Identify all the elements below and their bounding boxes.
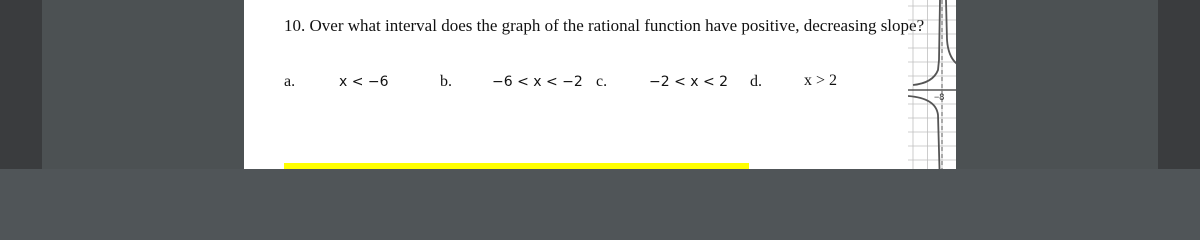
question-text <box>284 16 924 36</box>
viewer-margin-left <box>42 0 244 169</box>
rational-function-graph <box>908 0 956 169</box>
window-edge-left <box>0 0 42 169</box>
vertical-asymptotes <box>942 0 956 169</box>
document-page <box>244 0 956 169</box>
choice-d-text: x > 2 <box>804 72 838 89</box>
choice-a-text: x < −6 <box>339 74 389 90</box>
choice-c-letter: c. <box>596 73 608 90</box>
highlighted-text-line <box>284 163 749 169</box>
choice-a-letter: a. <box>284 73 296 90</box>
question-number: 10. <box>284 16 306 35</box>
question-body: Over what interval does the graph of the rational function have positive, decreasing slope? <box>309 16 925 35</box>
choice-b-letter: b. <box>440 73 452 90</box>
choice-d-letter: d. <box>750 73 762 90</box>
choice-c-text: −2 < x < 2 <box>649 74 729 90</box>
window-edge-right <box>1158 0 1200 169</box>
function-curves <box>908 0 956 169</box>
choice-b-text: −6 < x < −2 <box>492 74 583 90</box>
x-tick-neg-8: −8 <box>934 92 945 102</box>
